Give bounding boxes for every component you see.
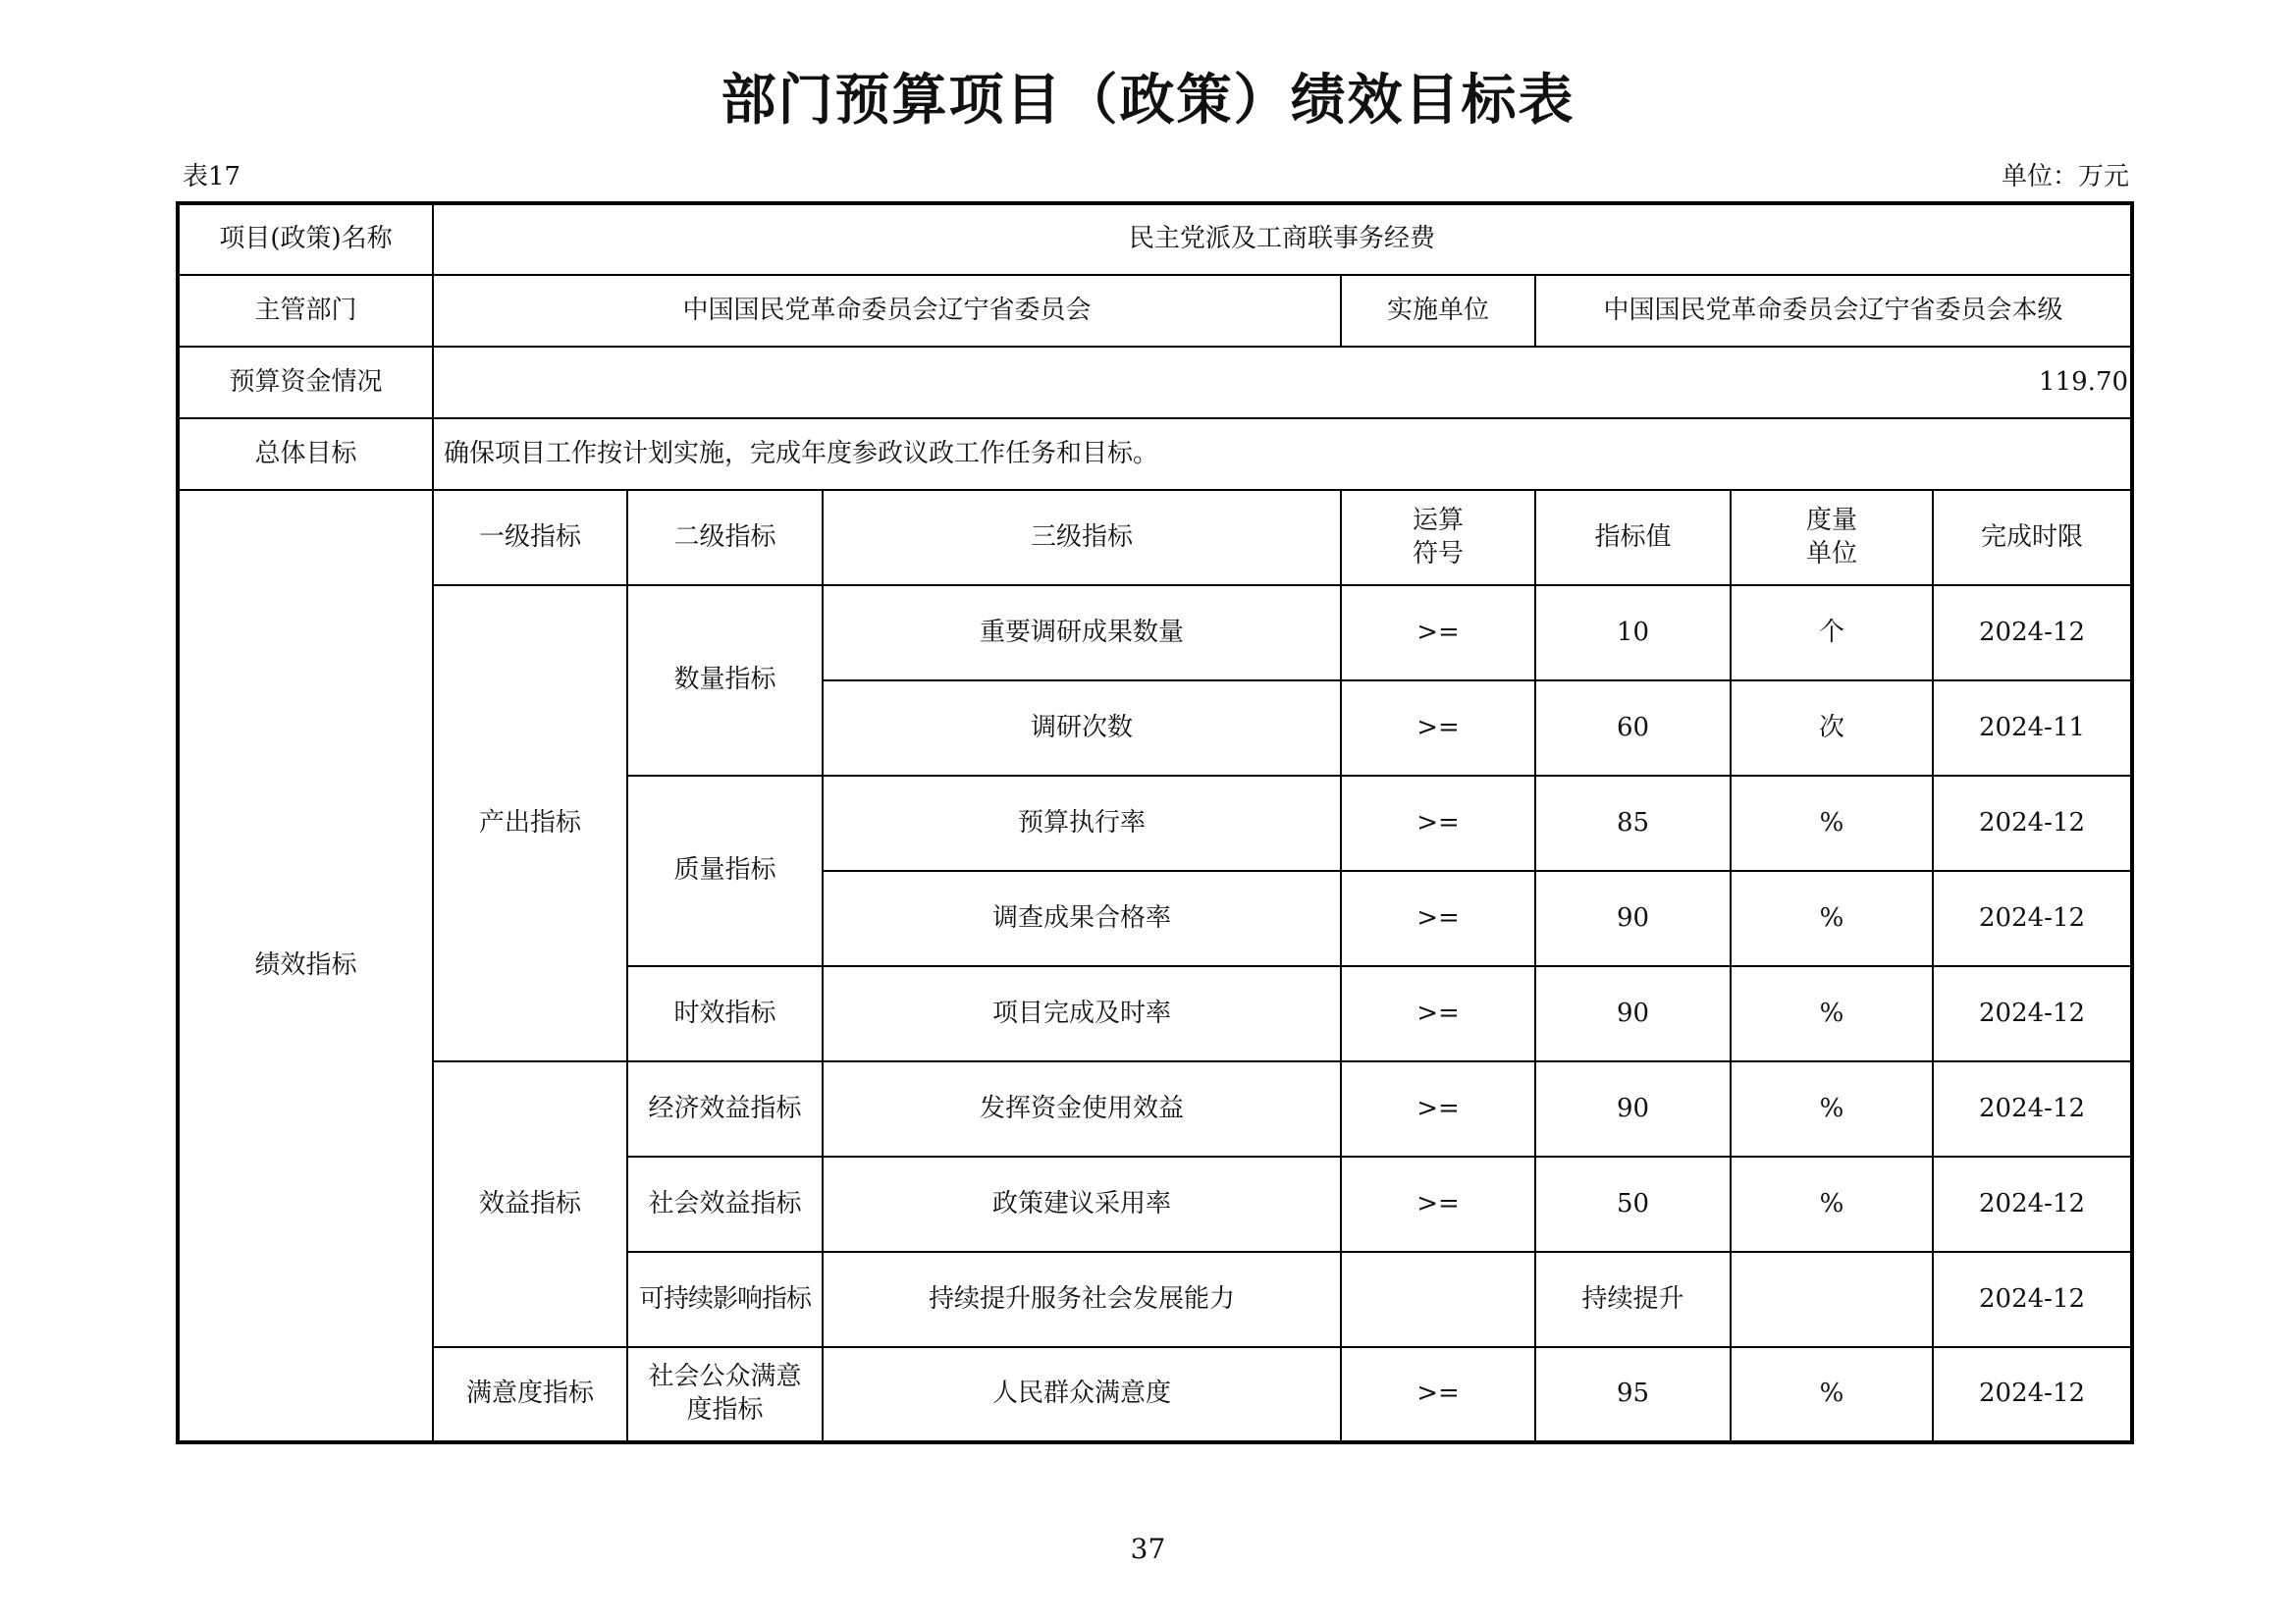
page-number: 37	[1130, 1533, 1166, 1565]
subgroup-public: 社会公众满意 度指标	[627, 1347, 823, 1442]
group-benefit: 效益指标	[433, 1061, 627, 1347]
indicator-deadline: 2024-12	[1933, 871, 2132, 966]
indicator-name: 重要调研成果数量	[823, 585, 1341, 680]
goal-label: 总体目标	[178, 418, 433, 490]
goal-row	[178, 418, 2132, 490]
budget-value: 119.70	[433, 347, 2132, 418]
indicator-op: >=	[1341, 1157, 1535, 1252]
indicator-deadline: 2024-12	[1933, 966, 2132, 1061]
header-l3: 三级指标	[823, 490, 1341, 585]
table-row	[178, 1347, 2132, 1442]
perf-label: 绩效指标	[178, 490, 433, 1442]
indicator-name: 项目完成及时率	[823, 966, 1341, 1061]
budget-label: 预算资金情况	[178, 347, 433, 418]
indicator-value: 50	[1535, 1157, 1731, 1252]
impl-value: 中国国民党革命委员会辽宁省委员会本级	[1535, 275, 2132, 347]
indicator-name: 调研次数	[823, 680, 1341, 776]
indicator-name: 预算执行率	[823, 776, 1341, 871]
group-satisfaction: 满意度指标	[433, 1347, 627, 1442]
subgroup-timeliness: 时效指标	[627, 966, 823, 1061]
indicator-op: >=	[1341, 1061, 1535, 1157]
header-unit: 度量 单位	[1731, 490, 1933, 585]
indicator-deadline: 2024-12	[1933, 776, 2132, 871]
goal-value: 确保项目工作按计划实施，完成年度参政议政工作任务和目标。	[433, 418, 2132, 490]
budget-row	[178, 347, 2132, 418]
subgroup-sustainable: 可持续影响指标	[627, 1252, 823, 1347]
indicator-value: 90	[1535, 871, 1731, 966]
indicator-unit: %	[1731, 776, 1933, 871]
indicator-deadline: 2024-12	[1933, 1252, 2132, 1347]
indicator-unit: %	[1731, 871, 1933, 966]
indicator-op: >=	[1341, 966, 1535, 1061]
indicator-name: 调查成果合格率	[823, 871, 1341, 966]
indicator-deadline: 2024-11	[1933, 680, 2132, 776]
table-row	[178, 1061, 2132, 1157]
header-value: 指标值	[1535, 490, 1731, 585]
indicator-deadline: 2024-12	[1933, 585, 2132, 680]
project-name-label: 项目(政策)名称	[178, 203, 433, 275]
unit-label: 单位：万元	[2001, 162, 2129, 191]
table-number: 表17	[183, 162, 241, 191]
indicator-unit: %	[1731, 1061, 1933, 1157]
subgroup-economic: 经济效益指标	[627, 1061, 823, 1157]
indicator-op: >=	[1341, 1347, 1535, 1442]
header-l1: 一级指标	[433, 490, 627, 585]
indicator-op	[1341, 1252, 1535, 1347]
dept-value: 中国国民党革命委员会辽宁省委员会	[433, 275, 1341, 347]
indicator-op: >=	[1341, 776, 1535, 871]
subgroup-social: 社会效益指标	[627, 1157, 823, 1252]
indicator-deadline: 2024-12	[1933, 1061, 2132, 1157]
indicator-value: 90	[1535, 1061, 1731, 1157]
performance-target-table	[176, 201, 2134, 1444]
group-output: 产出指标	[433, 585, 627, 1061]
header-l2: 二级指标	[627, 490, 823, 585]
header-deadline: 完成时限	[1933, 490, 2132, 585]
indicator-unit: 次	[1731, 680, 1933, 776]
project-name-value: 民主党派及工商联事务经费	[433, 203, 2132, 275]
indicator-value: 10	[1535, 585, 1731, 680]
indicator-value: 90	[1535, 966, 1731, 1061]
indicator-deadline: 2024-12	[1933, 1157, 2132, 1252]
header-row	[178, 490, 2132, 585]
indicator-unit: %	[1731, 1347, 1933, 1442]
indicator-op: >=	[1341, 585, 1535, 680]
indicator-name: 发挥资金使用效益	[823, 1061, 1341, 1157]
indicator-name: 人民群众满意度	[823, 1347, 1341, 1442]
indicator-name: 持续提升服务社会发展能力	[823, 1252, 1341, 1347]
indicator-value: 95	[1535, 1347, 1731, 1442]
indicator-value: 85	[1535, 776, 1731, 871]
indicator-unit: %	[1731, 1157, 1933, 1252]
indicator-unit: %	[1731, 966, 1933, 1061]
indicator-deadline: 2024-12	[1933, 1347, 2132, 1442]
indicator-name: 政策建议采用率	[823, 1157, 1341, 1252]
table-row	[178, 585, 2132, 680]
subgroup-quality: 质量指标	[627, 776, 823, 966]
subgroup-quantity: 数量指标	[627, 585, 823, 776]
indicator-value: 持续提升	[1535, 1252, 1731, 1347]
indicator-unit	[1731, 1252, 1933, 1347]
page-title: 部门预算项目（政策）绩效目标表	[721, 69, 1575, 133]
project-name-row	[178, 203, 2132, 275]
header-op: 运算 符号	[1341, 490, 1535, 585]
department-row	[178, 275, 2132, 347]
indicator-value: 60	[1535, 680, 1731, 776]
impl-label: 实施单位	[1341, 275, 1535, 347]
dept-label: 主管部门	[178, 275, 433, 347]
indicator-op: >=	[1341, 680, 1535, 776]
indicator-op: >=	[1341, 871, 1535, 966]
indicator-unit: 个	[1731, 585, 1933, 680]
